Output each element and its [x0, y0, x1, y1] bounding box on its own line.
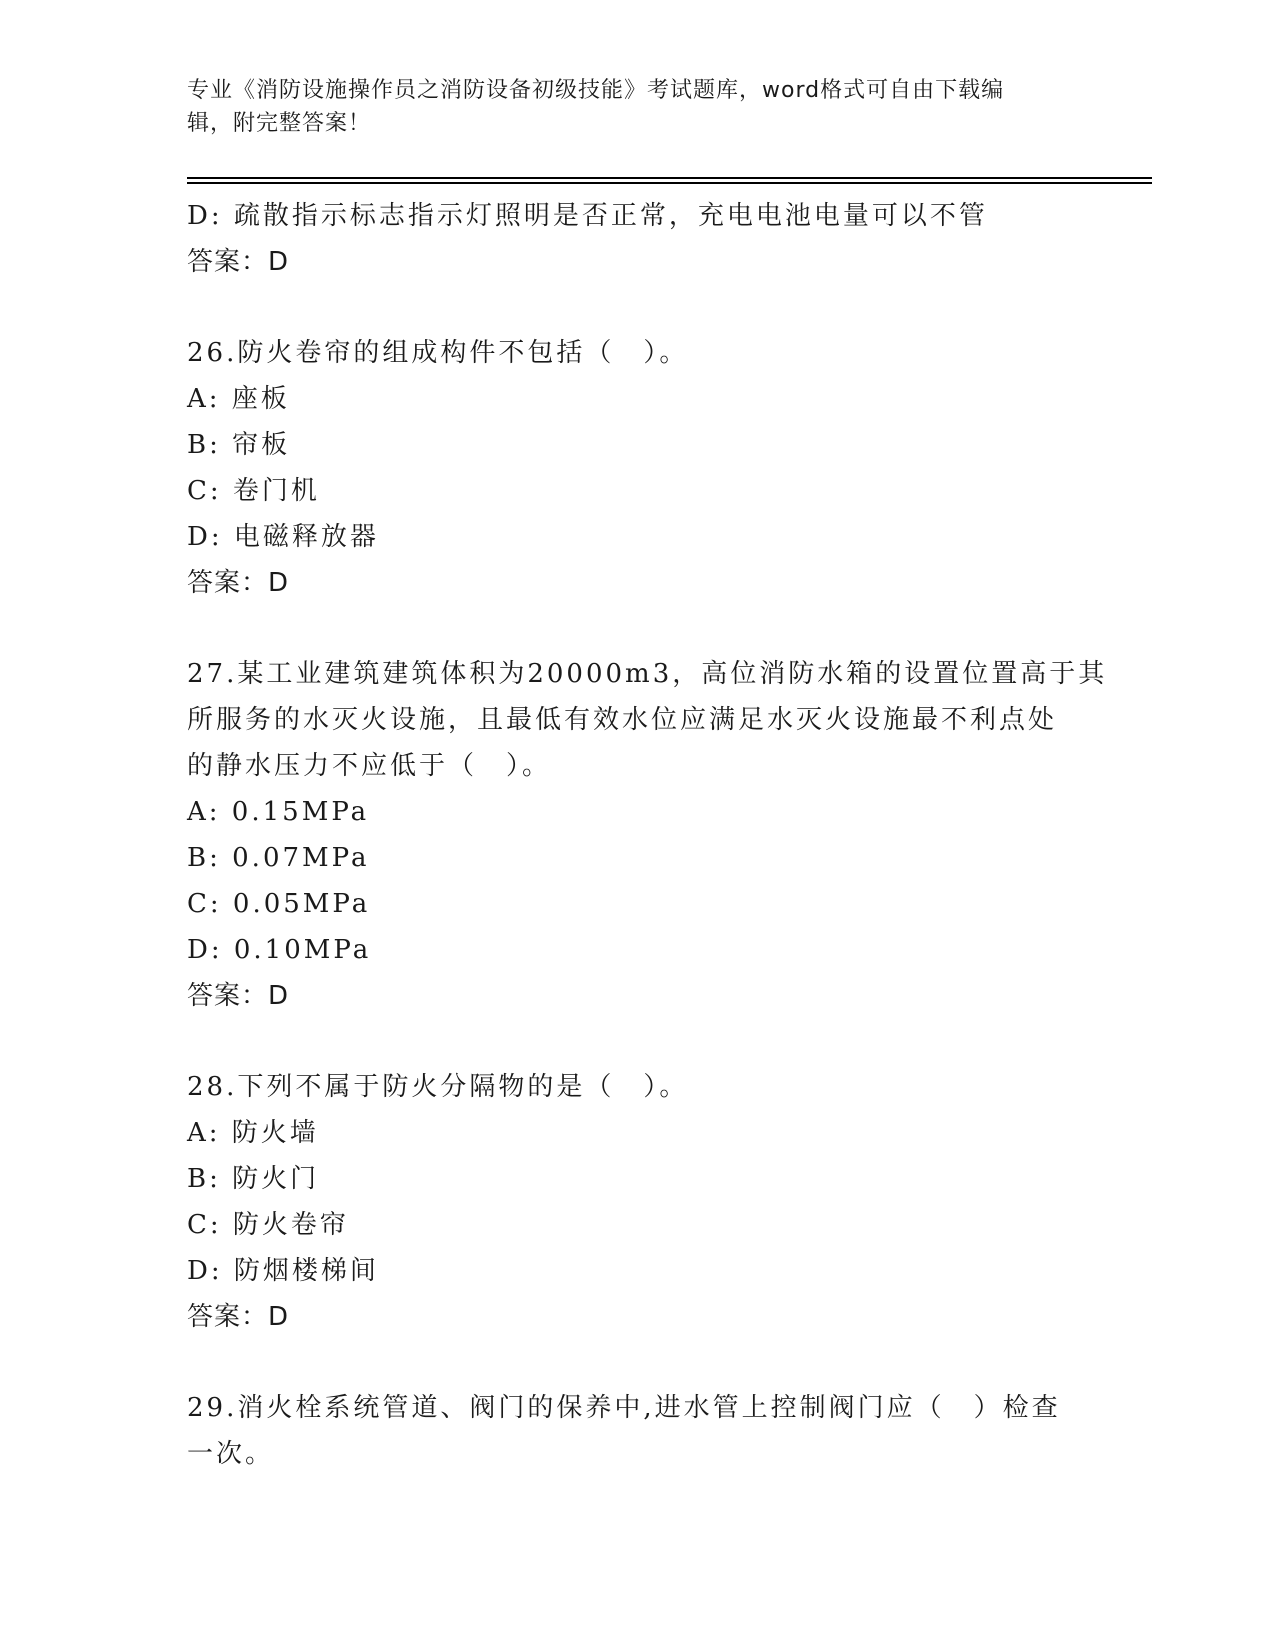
- question-stem-line-2: 所服务的水灭火设施，且最低有效水位应满足水灭火设施最不利点处: [187, 705, 1058, 735]
- header-divider-bottom: [187, 182, 1152, 184]
- header-line-1: 专业《消防设施操作员之消防设备初级技能》考试题库，word格式可自由下载编: [187, 78, 1005, 103]
- option-a: A: 0.15MPa: [187, 797, 370, 827]
- question-26: [187, 330, 1067, 606]
- answer-line: 答案：D: [187, 568, 290, 598]
- option-a: A: 座板: [187, 384, 290, 414]
- option-c: C: 卷门机: [187, 476, 320, 506]
- question-stem-line-1: 29.消火栓系统管道、阀门的保养中,进水管上控制阀门应（ ）检查: [187, 1393, 1061, 1423]
- answer-line: 答案：D: [187, 981, 290, 1011]
- option-d: D: 0.10MPa: [187, 935, 372, 965]
- document-header: [187, 74, 1067, 140]
- header-divider-top: [187, 177, 1152, 179]
- option-c: C: 防火卷帘: [187, 1210, 349, 1240]
- answer-line: 答案：D: [187, 247, 290, 277]
- option-b: B: 0.07MPa: [187, 843, 370, 873]
- question-stem-line-1: 27.某工业建筑建筑体积为20000m3，高位消防水箱的设置位置高于其: [187, 659, 1108, 689]
- question-27: [187, 651, 1108, 1019]
- question-stem-line-3: 的静水压力不应低于（ ）。: [187, 751, 552, 781]
- option-c: C: 0.05MPa: [187, 889, 371, 919]
- option-d: D: 防烟楼梯间: [187, 1256, 379, 1286]
- question-29: [187, 1385, 1067, 1477]
- question-stem: 26.防火卷帘的组成构件不包括（ ）。: [187, 338, 689, 368]
- question-stem-line-2: 一次。: [187, 1439, 275, 1469]
- question-28: [187, 1064, 1067, 1340]
- option-b: B: 防火门: [187, 1164, 320, 1194]
- answer-line: 答案：D: [187, 1302, 290, 1332]
- option-a: A: 防火墙: [187, 1118, 319, 1148]
- option-d: D: 电磁释放器: [187, 522, 379, 552]
- header-line-2: 辑，附完整答案！: [187, 111, 372, 136]
- question-list: [187, 193, 1108, 1477]
- previous-question-tail: [187, 193, 1067, 285]
- option-d: D: 疏散指示标志指示灯照明是否正常，充电电池电量可以不管: [187, 201, 988, 231]
- question-stem: 28.下列不属于防火分隔物的是（ ）。: [187, 1072, 689, 1102]
- option-b: B: 帘板: [187, 430, 291, 460]
